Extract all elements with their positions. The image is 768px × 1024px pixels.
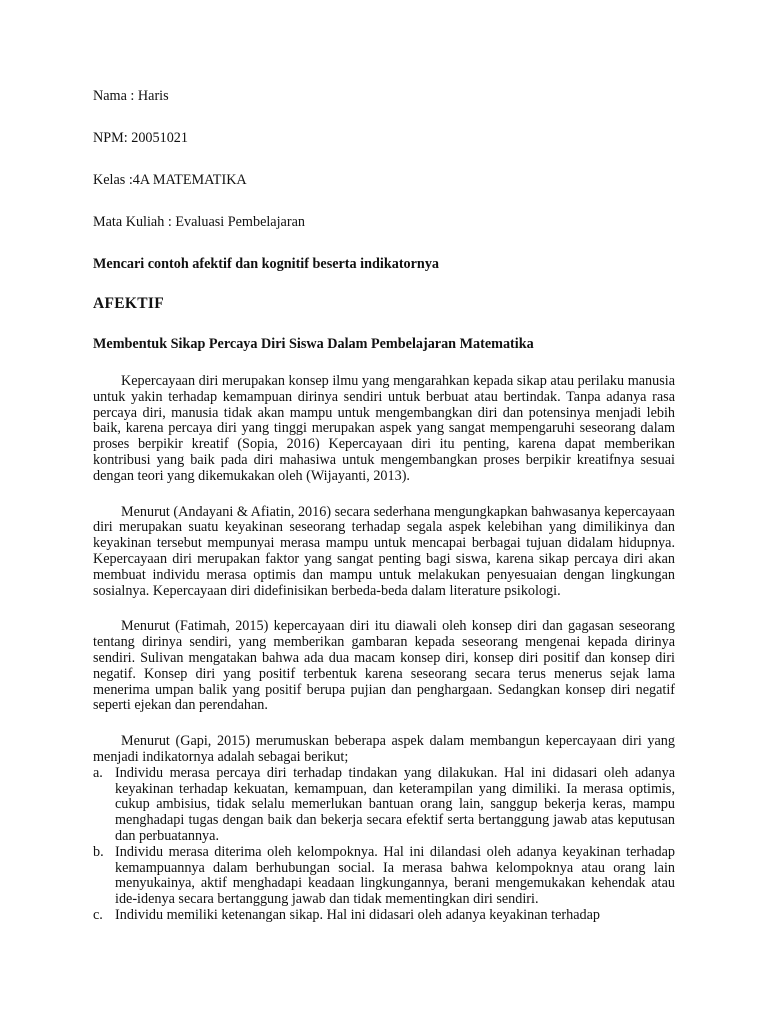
section-heading: AFEKTIF	[93, 295, 164, 312]
document-page	[93, 86, 675, 924]
paragraph-4: Menurut (Gapi, 2015) merumuskan beberapa aspek dalam membangun kepercayaan diri yang menjadi indikatornya adalah sebagai berikut;	[93, 733, 675, 765]
list-item-text: Individu merasa diterima oleh kelompoknya. Hal ini dilandasi oleh adanya keyakinan terhadap kemampuannya dalam berhubungan social. Ia merasa bahwa kelompoknya atau orang lain menyukainya, aktif menghadapi keadaan lingkungannya, berani mengemukakan kehendak atau ide-idenya secara bertanggung jawab dan tidak mementingkan diri sendiri.	[115, 843, 675, 908]
student-npm: NPM: 20051021	[93, 130, 188, 146]
course-name: Mata Kuliah : Evaluasi Pembelajaran	[93, 214, 305, 230]
list-item	[93, 908, 675, 924]
paragraph-2: Menurut (Andayani & Afiatin, 2016) secara sederhana mengungkapkan bahwasanya kepercayaan diri merupakan suatu keyakinan seseorang terhadap segala aspek kelebihan yang dimilikinya dan keyakinan tersebut mempunyai merasa mampu untuk mencapai berbagai tujuan didalam hidupnya. Kepercayaan diri merupakan faktor yang sangat penting bagi siswa, karena sikap percaya diri akan membuat individu merasa optimis dan mampu untuk melakukan penyesuaian dengan lingkungan sosialnya. Kepercayaan diri didefinisikan berbeda-beda dalam literature psikologi.	[93, 503, 675, 599]
list-item-text: Individu memiliki ketenangan sikap. Hal ini didasari oleh adanya keyakinan terhadap	[115, 906, 600, 923]
list-item-text: Individu merasa percaya diri terhadap tindakan yang dilakukan. Hal ini didasari oleh adanya keyakinan terhadap kekuatan, kemampuan, dan keterampilan yang dimiliki. Ia merasa optimis, cukup ambisius, tidak selalu memerlukan bantuan orang lain, sanggup bekerja keras, mampu menghadapi tugas dengan baik dan bekerja secara efektif serta bertanggung jawab atas keputusan dan perbuatannya.	[115, 764, 675, 844]
list-item	[93, 845, 675, 908]
student-class: Kelas :4A MATEMATIKA	[93, 172, 247, 188]
list-marker: a.	[93, 764, 103, 781]
student-name: Nama : Haris	[93, 88, 169, 104]
paragraph-1: Kepercayaan diri merupakan konsep ilmu yang mengarahkan kepada sikap atau perilaku manusia untuk yakin terhadap kemampuan dirinya sendiri untuk berbuat atau bertindak. Tanpa adanya rasa percaya diri, manusia tidak akan mampu untuk mengembangkan diri dan potensinya menjadi lebih baik, karena percaya diri yang tinggi merupakan aspek yang sangat mempengaruhi seseorang dalam proses berpikir kreatif (Sopia, 2016) Kepercayaan diri itu penting, karena dapat memberikan kontribusi yang baik pada diri mahasiwa untuk mengembangkan proses berpikir kreatifnya sesuai dengan teori yang dikemukakan oleh (Wijayanti, 2013).	[93, 373, 675, 484]
paragraph-3: Menurut (Fatimah, 2015) kepercayaan diri itu diawali oleh konsep diri dan gagasan seseorang tentang dirinya sendiri, yang memberikan gambaran kepada seseorang mengenai kepada dirinya sendiri. Sulivan mengatakan bahwa ada dua macam konsep diri, konsep diri positif dan konsep diri negatif. Konsep diri yang positif terbentuk karena seseorang secara terus menerus sejak lama menerima umpan balik yang positif berupa pujian dan penghargaan. Sedangkan konsep diri negatif seperti ejekan dan perendahan.	[93, 618, 675, 714]
indicator-list	[93, 766, 675, 924]
list-marker: c.	[93, 906, 103, 923]
list-item	[93, 766, 675, 845]
task-title: Mencari contoh afektif dan kognitif beserta indikatornya	[93, 256, 440, 272]
subsection-title: Membentuk Sikap Percaya Diri Siswa Dalam Pembelajaran Matematika	[93, 336, 534, 352]
list-marker: b.	[93, 843, 104, 860]
